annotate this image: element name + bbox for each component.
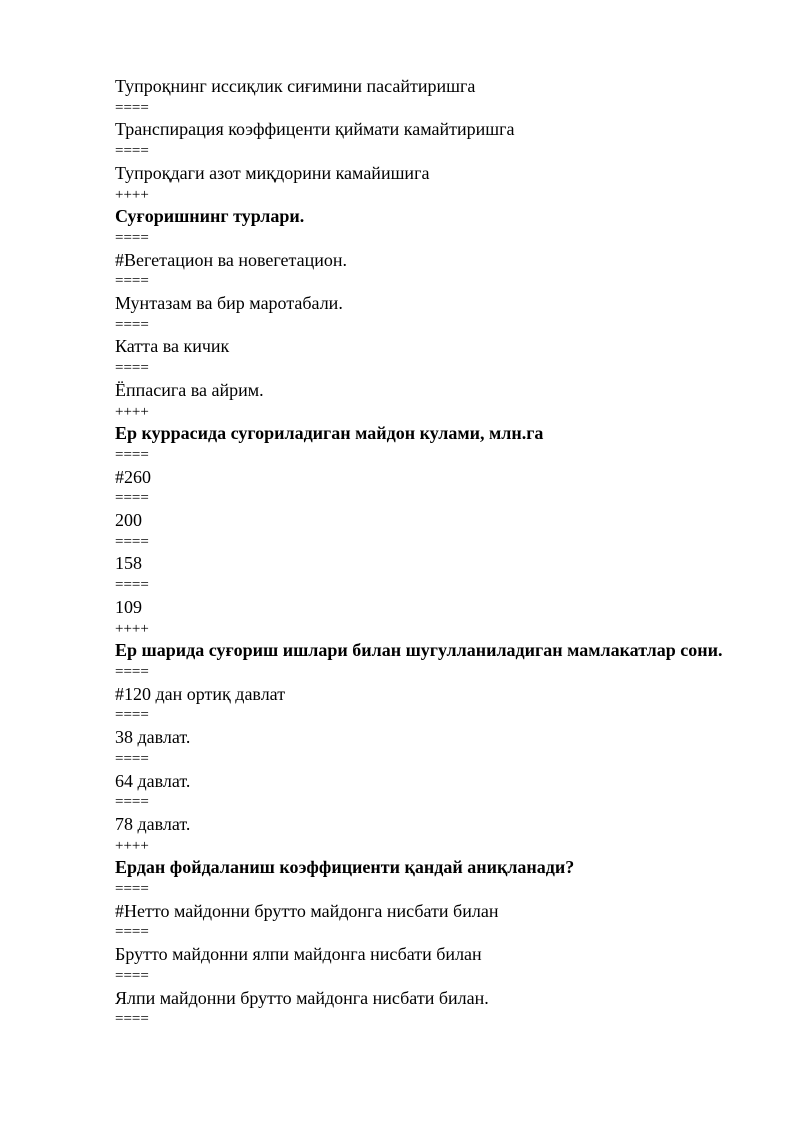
option-separator: ==== [115, 577, 149, 594]
answer-option: #Нетто майдонни брутто майдонга нисбати билан [115, 900, 499, 921]
question-text: Ердан фойдаланиш коэффициенти қандай аниқланади? [115, 857, 575, 878]
answer-option: 64 давлат. [115, 770, 191, 791]
option-separator: ==== [115, 707, 149, 724]
question-separator: ++++ [115, 837, 149, 854]
answer-option: Катта ва кичик [115, 336, 230, 357]
question-separator: ++++ [115, 403, 149, 420]
option-separator: ==== [115, 143, 149, 160]
answer-option: Брутто майдонни ялпи майдонга нисбати билан [115, 944, 482, 965]
answer-option: Ёппасига ва айрим. [115, 379, 264, 400]
answer-option: Тупроқнинг иссиқлик сиғимини пасайтиришга [115, 76, 476, 96]
question-text: Суғоришнинг турлари. [115, 206, 305, 227]
answer-option: Тупроқдаги азот миқдорини камайишига [115, 162, 430, 183]
option-separator: ==== [115, 794, 149, 811]
option-separator: ==== [115, 229, 149, 246]
option-separator: ==== [115, 446, 149, 463]
answer-option: 200 [115, 510, 142, 531]
option-separator: ==== [115, 967, 149, 984]
question-separator: ++++ [115, 186, 149, 203]
option-separator: ==== [115, 360, 149, 377]
option-separator: ==== [115, 1011, 149, 1028]
answer-option: Ялпи майдонни брутто майдонга нисбати билан. [115, 987, 489, 1008]
question-separator: ++++ [115, 620, 149, 637]
question-text: Ер куррасида сугориладиган майдон кулами, млн.га [115, 423, 544, 444]
document-page [115, 76, 743, 1031]
option-separator: ==== [115, 750, 149, 767]
option-separator: ==== [115, 99, 149, 116]
option-separator: ==== [115, 533, 149, 550]
answer-option: #120 дан ортиқ давлат [115, 683, 286, 704]
answer-option: 158 [115, 553, 142, 574]
option-separator: ==== [115, 316, 149, 333]
answer-option: 109 [115, 596, 142, 617]
answer-option: 38 давлат. [115, 727, 191, 748]
answer-option: #Вегетацион ва новегетацион. [115, 249, 347, 270]
question-text: Ер шарида суғориш ишлари билан шугулланиладиган мамлакатлар сони. [115, 640, 723, 661]
answer-option: #260 [115, 466, 151, 487]
option-separator: ==== [115, 490, 149, 507]
answer-option: Транспирация коэффиценти қиймати камайтиришга [115, 119, 515, 140]
option-separator: ==== [115, 663, 149, 680]
option-separator: ==== [115, 881, 149, 898]
answer-option: 78 давлат. [115, 813, 191, 834]
option-separator: ==== [115, 924, 149, 941]
option-separator: ==== [115, 273, 149, 290]
answer-option: Мунтазам ва бир маротабали. [115, 293, 343, 314]
